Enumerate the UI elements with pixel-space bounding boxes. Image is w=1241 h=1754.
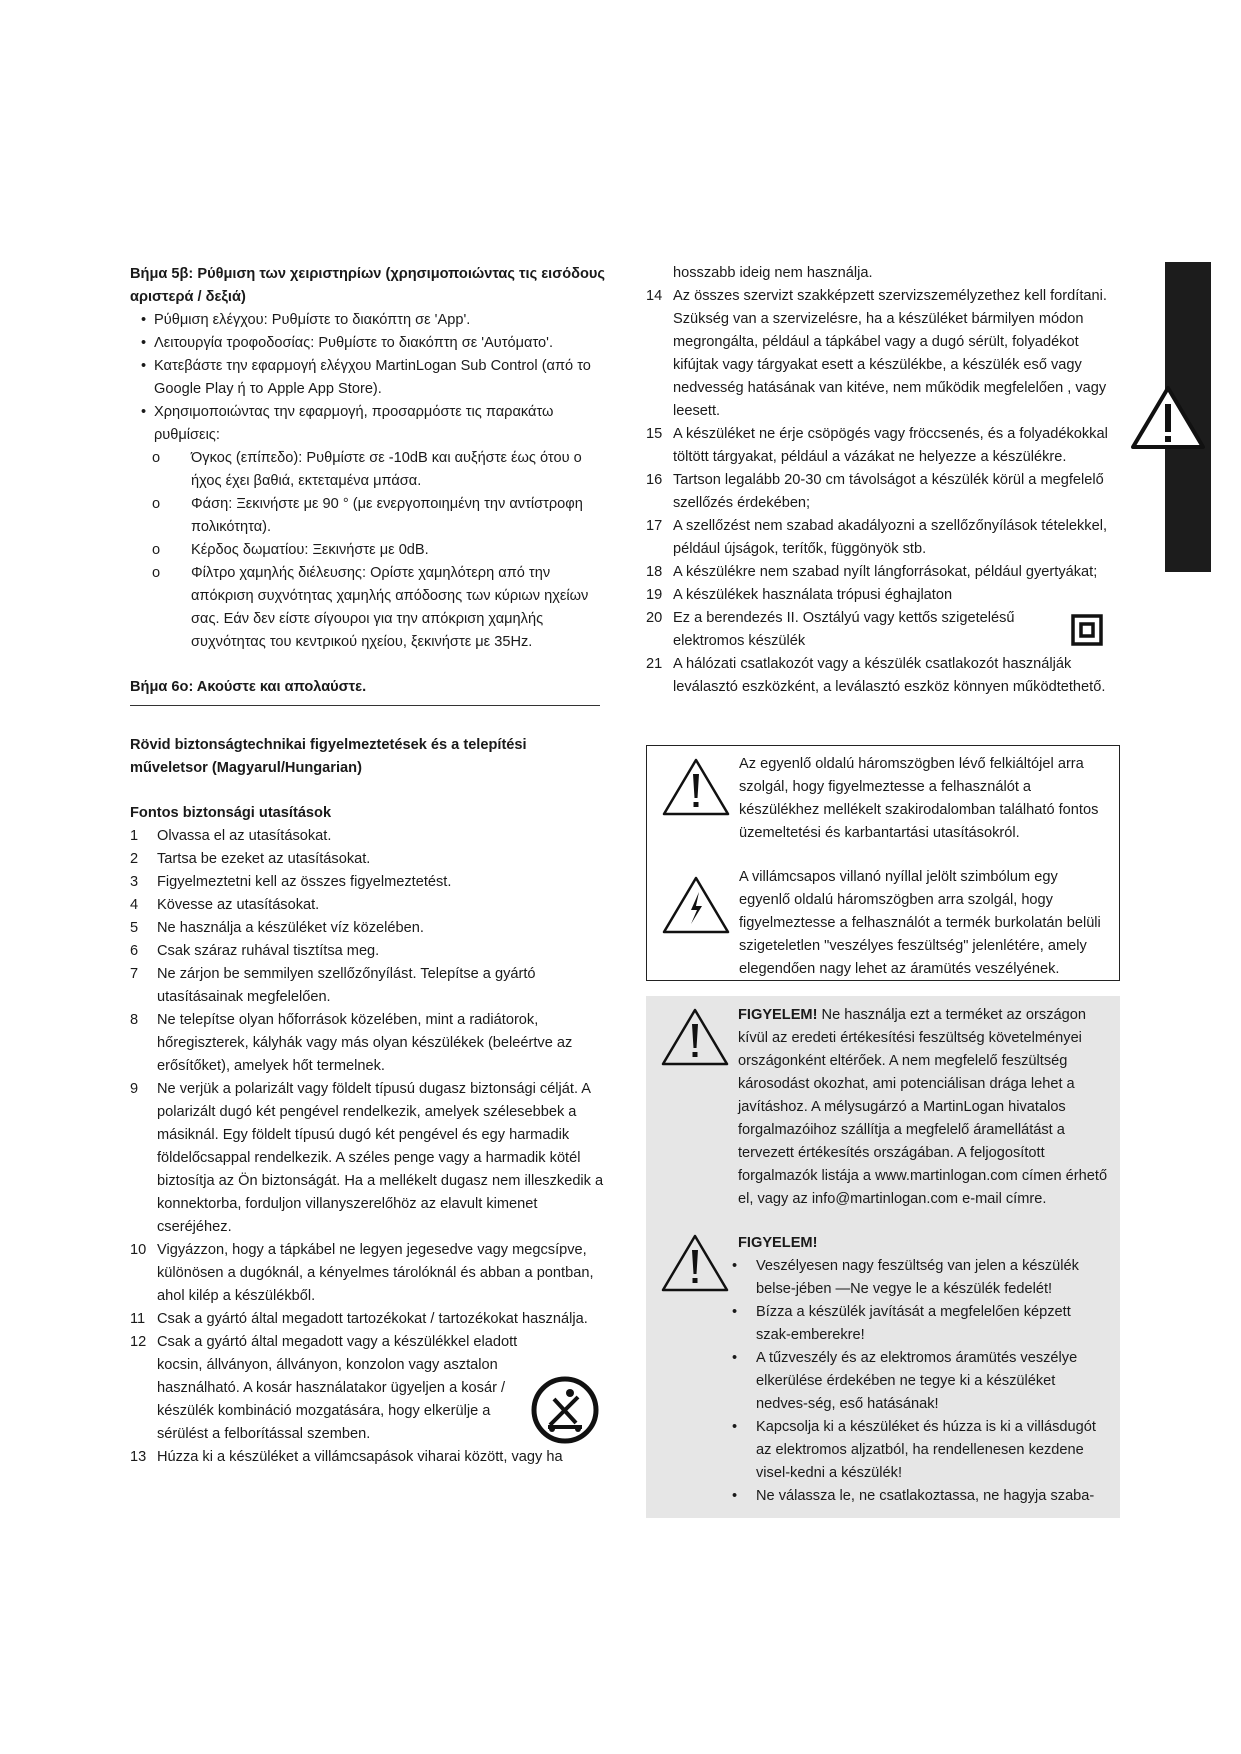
- right-column: [646, 262, 1122, 699]
- safety-item: 9 Ne verjük a polarizált vagy földelt típusú dugasz biztonsági célját. A polarizált dugó két pengével rendelkezik, amelyek szélesebbek a másiknál. Egy földelt típusú dugó két pengével és egy harmadik földelőcsappal rendelkezik. A széles penge vagy a harmadik kötél biztosítja az Ön biztonságát. Ha a mellékelt dugasz nem illeszkedik a konnektorba, forduljon villanyszerelőhöz az elavult kimenet cseréjéhez.: [130, 1081, 604, 1235]
- safety-item: 19 A készülékek használata trópusi éghajlaton: [646, 587, 953, 603]
- greek-bullet: • Κατεβάστε την εφαρμογή ελέγχου MartinLogan Sub Control (από το Google Play ή το Apple App Store).: [130, 355, 605, 401]
- exclamation-triangle-icon: [661, 756, 731, 826]
- safety-item: 6 Csak száraz ruhával tisztítsa meg.: [130, 943, 380, 959]
- exclamation-triangle-icon: [660, 1006, 730, 1076]
- voltage-warning: FIGYELEM! Ne használja ezt a terméket az országon kívül az eredeti értékesítési feszültség követelményei országonként eltérőek. A nem megfelelő feszültség károsodást okozhat, ami potenciálisan drága lehet a javításhoz. A mélysugárzó a MartinLogan hivatalos forgalmazóihoz szállítja a megfelelő áramellátást a tervezett értékesítés országában. A feljogosított forgalmazók listája a www.martinlogan.com címen érhető el, vagy az info@martinlogan.com e-mail címre.: [738, 1007, 1108, 1207]
- warning-bullet: • Ne válassza le, ne csatlakoztassa, ne hagyja szaba-: [732, 1488, 1095, 1504]
- hungarian-subtitle: Fontos biztonsági utasítások: [130, 805, 332, 821]
- safety-item: 8 Ne telepítse olyan hőforrások közelében, mint a radiátorok, hőregiszterek, kályhák vagy más olyan készülékek (beleértve az erősítőket), amelyek hőt termelnek.: [130, 1012, 573, 1074]
- section-divider: [130, 705, 600, 706]
- cart-tipover-icon: [530, 1375, 600, 1453]
- greek-subitem: o Κέρδος δωματίου: Ξεκινήστε με 0dB.: [152, 542, 429, 558]
- warning-bullet: • Bízza a készülék javítását a megfelelően képzett szak-emberekre!: [732, 1304, 1071, 1343]
- exclamation-triangle-icon: [660, 1232, 730, 1302]
- left-column: [130, 263, 605, 1469]
- safety-item: 20 Ez a berendezés II. Osztályú vagy kettős szigetelésű elektromos készülék: [646, 607, 1122, 653]
- greek-subitem: o Όγκος (επίπεδο): Ρυθμίστε σε -10dB και αυξήστε έως ότου ο ήχος έχει βαθιά, εκτεταμένα μπάσα.: [152, 450, 582, 489]
- warnings-box: [646, 996, 1120, 1518]
- safety-item: 3 Figyelmeztetni kell az összes figyelmeztetést.: [130, 874, 452, 890]
- safety-item: 16 Tartson legalább 20-30 cm távolságot a készülék körül a megfelelő szellőzés érdekében;: [646, 472, 1104, 511]
- safety-item: 13 Húzza ki a készüléket a villámcsapások viharai között, vagy ha: [130, 1449, 563, 1465]
- item13-continued: hosszabb ideig nem használja.: [673, 265, 873, 281]
- greek-subitem: o Φάση: Ξεκινήστε με 90 ° (με ενεργοποιημένη την αντίστροφη πολικότητα).: [152, 496, 583, 535]
- safety-item: 15 A készüléket ne érje csöpögés vagy fröccsenés, és a folyadékokkal töltött tárgyakat, például a vázákat ne helyezze a készülékre.: [646, 426, 1108, 465]
- lightning-triangle-icon: [661, 874, 731, 944]
- exclamation-description: Az egyenlő oldalú háromszögben lévő felkiáltójel arra szolgál, hogy figyelmeztesse a felhasználót a készülékhez mellékelt szakirodalomban található fontos üzemeltetési és karbantartási utasításokról.: [739, 756, 1099, 841]
- safety-item: 11 Csak a gyártó által megadott tartozékokat / tartozékokat használja.: [130, 1311, 588, 1327]
- safety-item: 7 Ne zárjon be semmilyen szellőzőnyílást. Telepítse a gyártó utasításainak megfelelően.: [130, 966, 536, 1005]
- safety-item: 2 Tartsa be ezeket az utasításokat.: [130, 851, 371, 867]
- greek-bullet: • Ρύθμιση ελέγχου: Ρυθμίστε το διακόπτη σε 'App'.: [130, 309, 605, 332]
- symbol-explanation-box: [646, 745, 1120, 981]
- safety-item: 14 Az összes szervizt szakképzett szervizszemélyzethez kell fordítani. Szükség van a szervizelésre, ha a készüléket bármilyen módon megrongálta, például a tápkábel vagy a dugó sérült, folyadékot kifújtak vagy tárgyakat esett a készülékbe, a készülék eső vagy nedvesség hatásának van kitéve, nem működik megfelelően , vagy leesett.: [646, 288, 1107, 419]
- safety-item: 4 Kövesse az utasításokat.: [130, 897, 320, 913]
- warning-bullet: • Kapcsolja ki a készüléket és húzza is ki a villásdugót az elektromos aljzatból, ha rendellenesen kezdene visel-kedni a készülék!: [732, 1419, 1096, 1481]
- safety-item: 18 A készülékre nem szabad nyílt lángforrásokat, például gyertyákat;: [646, 564, 1098, 580]
- safety-item: 12 Csak a gyártó által megadott vagy a készülékkel eladott kocsin, állványon, állványon, konzolon vagy asztalon használható. A kosár használatakor ügyeljen a kosár / készülék kombináció mozgatására, hogy elkerülje a sérülést a felborítással szemben.: [130, 1334, 518, 1442]
- double-insulation-icon: [1071, 614, 1103, 646]
- safety-item: 17 A szellőzést nem szabad akadályozni a szellőzőnyílások tételekkel, például újságok, terítők, függönyök stb.: [646, 518, 1107, 557]
- warning-bullet: • Veszélyesen nagy feszültség van jelen a készülék belse-jében —Ne vegye le a készülék fedelét!: [732, 1258, 1079, 1297]
- greek-step5b-heading: Βήμα 5β: Ρύθμιση των χειριστηρίων (χρησιμοποιώντας τις εισόδους αριστερά / δεξιά): [130, 266, 605, 305]
- greek-step6-heading: Βήμα 6ο: Ακούστε και απολαύστε.: [130, 679, 367, 695]
- warning-bullet: • A tűzveszély és az elektromos áramütés veszélye elkerülése érdekében ne tegye ki a készüléket nedves-ség, eső hatásának!: [732, 1350, 1078, 1412]
- high-voltage-warning: FIGYELEM! • Veszélyesen nagy feszültség van jelen a készülék belse-jében —Ne vegye le a készülék fedelét! • Bízza a készülék javítását a megfelelően képzett szak-emberekre! • A tűzveszély és az elektromos áramütés veszélye elkerülése érdekében ne tegye ki a készüléket nedves-ség, eső hatásának! • Kapcsolja ki a készüléket és húzza is ki a villásdugót az elektromos aljzatból, ha rendellenesen kezdene visel-kedni a készülék! • Ne válassza le, ne csatlakoztassa, ne hagyja szaba-: [732, 1232, 1108, 1508]
- warning-triangle-icon: [1130, 384, 1206, 458]
- hungarian-title: Rövid biztonságtechnikai figyelmeztetések és a telepítési műveletsor (Magyarul/Hungarian): [130, 737, 527, 776]
- safety-item: 10 Vigyázzon, hogy a tápkábel ne legyen jegesedve vagy megcsípve, különösen a dugóknál, a kényelmes tárolóknál és abban a pontban, ahol kilép a készülékből.: [130, 1242, 594, 1304]
- greek-subitem: o Φίλτρο χαμηλής διέλευσης: Ορίστε χαμηλότερη από την απόκριση συχνότητας χαμηλής απόδοσης των κύριων ηχείων σας. Εάν δεν είστε σίγουροι για την απόκριση χαμηλής συχνότητας του κεντρικού ηχείου, ξεκινήστε με 35Hz.: [152, 565, 589, 650]
- lightning-description: A villámcsapos villanó nyíllal jelölt szimbólum egy egyenlő oldalú háromszögben arra szolgál, hogy figyelmeztesse a felhasználót a termék burkolatán belüli szigeteletlen "veszélyes feszültség" jelenlétére, amely elegendően nagy lehet az áramütés veszélyének.: [739, 869, 1101, 977]
- safety-item: 21 A hálózati csatlakozót vagy a készülék csatlakozót használják leválasztó eszközként, a leválasztó eszköz könnyen működtethető.: [646, 656, 1106, 695]
- safety-item: 1 Olvassa el az utasításokat.: [130, 828, 332, 844]
- greek-bullet: • Χρησιμοποιώντας την εφαρμογή, προσαρμόστε τις παρακάτω ρυθμίσεις:: [130, 401, 605, 447]
- safety-item: 5 Ne használja a készüléket víz közelében.: [130, 920, 424, 936]
- greek-bullet: • Λειτουργία τροφοδοσίας: Ρυθμίστε το διακόπτη σε 'Αυτόματο'.: [130, 332, 605, 355]
